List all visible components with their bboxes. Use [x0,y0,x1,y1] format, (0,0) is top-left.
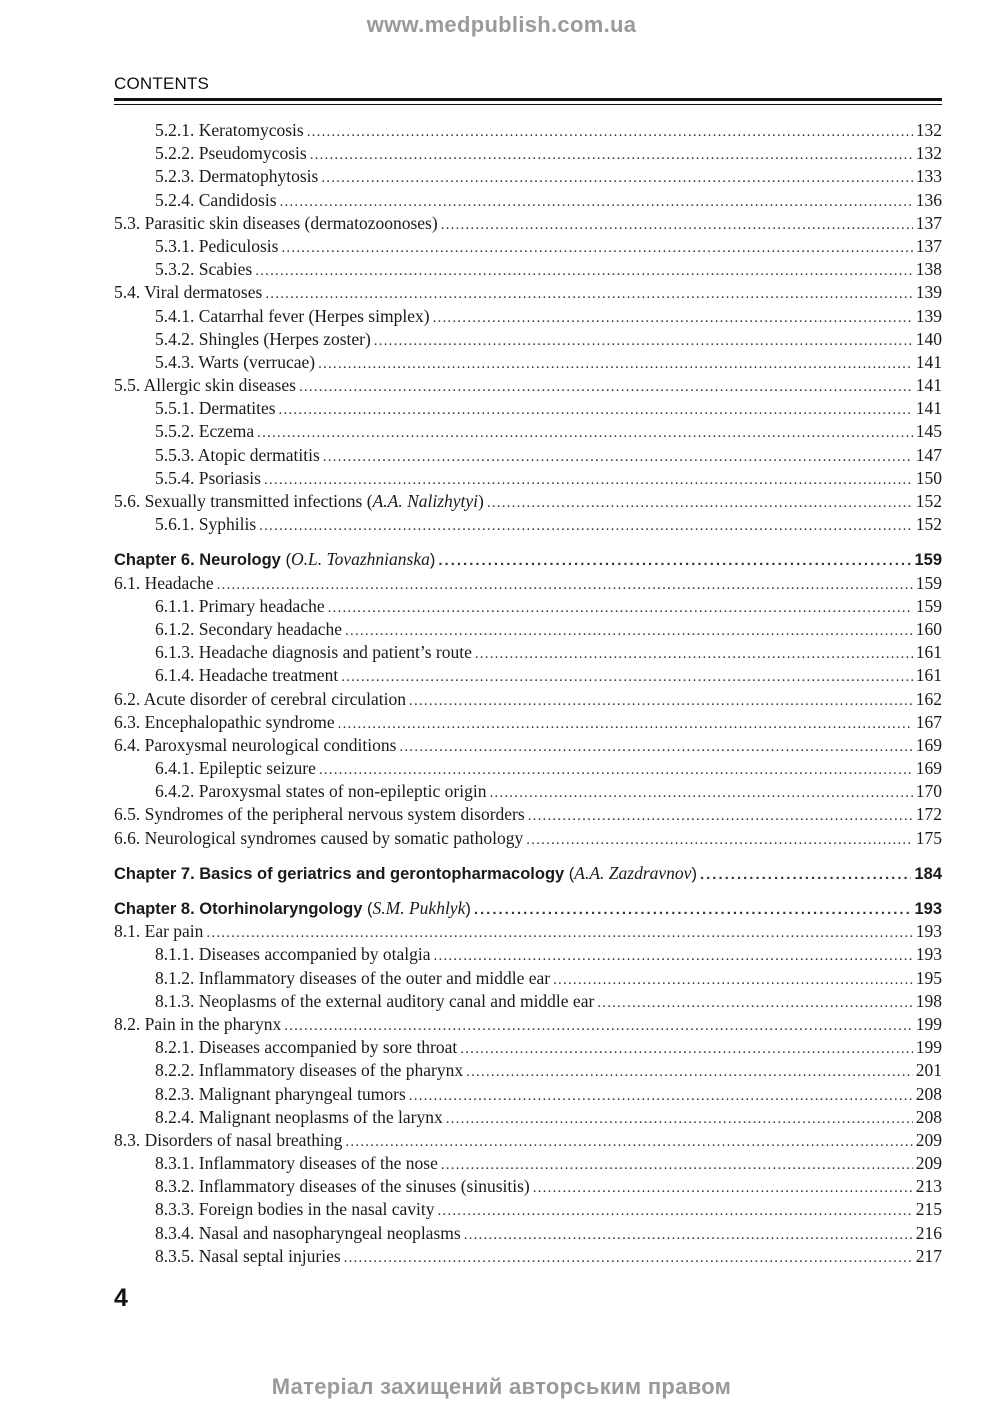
toc-title-text: 5.2.1. Keratomycosis [155,120,304,140]
dot-leader [345,620,913,643]
toc-entry-title: Chapter 7. Basics of geriatrics and gerontopharmacology (A.A. Zazdravnov) [114,862,697,883]
dot-leader [345,1131,912,1154]
toc-title-text: 5.4.1. Catarrhal fever (Herpes simplex) [155,305,430,326]
toc-entry [114,1013,942,1036]
toc-entry-title [114,1059,463,1082]
dot-leader [307,121,913,144]
toc-entry-title [114,281,262,304]
toc-page-number: 213 [915,1176,942,1197]
toc-title-text: 5.4.2. Shingles (Herpes zoster) [155,328,371,349]
toc-entry-title [114,711,335,734]
toc-title-text: 6.1. Headache [114,572,214,593]
toc-page-number: 201 [915,1060,942,1081]
toc-title-text: 6.4.1. Epileptic seizure [155,758,316,779]
page-number: 4 [114,1284,128,1312]
toc-page-number: 215 [915,1199,942,1220]
dot-leader [441,214,913,237]
toc-title-text: 6.3. Encephalopathic syndrome [114,711,335,732]
dot-leader [217,574,913,597]
toc-entry-author: O.L. Tovazhnianska [290,549,430,570]
toc-page-number: 195 [915,967,942,988]
toc-page-number: 141 [915,398,942,419]
dot-leader [553,969,913,992]
toc-entry [114,305,942,328]
toc-title-text: 5.3. Parasitic skin diseases (dermatozoonoses) [114,212,438,233]
toc-entry [114,1083,942,1106]
dot-leader [259,515,913,538]
toc-entry [114,1129,942,1152]
toc-title-text: 6.4.2. Paroxysmal states of non-epileptic origin [155,781,487,802]
toc-page-number: 136 [915,189,942,210]
toc-page-number: 167 [915,711,942,732]
toc-entry-title [114,1245,341,1268]
dot-leader [409,690,913,713]
dot-leader [446,1108,913,1131]
toc-entry-title [114,595,325,618]
toc-entry [114,397,942,420]
toc-entry-title [114,664,338,687]
toc-title-text: 8.2.1. Diseases accompanied by sore throat [155,1037,458,1058]
toc-page-number: 216 [915,1222,942,1243]
toc-title-text: Chapter 6. Neurology [114,551,281,570]
toc-entry [114,374,942,397]
toc-entry-title: Chapter 6. Neurology (O.L. Tovazhnianska) [114,549,436,570]
toc-entry-title [114,780,486,803]
toc-entry [114,688,942,711]
toc-entry [114,165,942,188]
dot-leader [433,307,913,330]
toc-entry [114,212,942,235]
toc-chapter-entry [114,897,942,920]
dot-leader [466,1061,913,1084]
toc-page-number: 139 [915,305,942,326]
dot-leader [437,1200,912,1223]
toc-title-text: 8.3. Disorders of nasal breathing [114,1129,343,1150]
toc-entry [114,444,942,467]
toc-entry-title [114,420,254,443]
running-head: CONTENTS [114,74,210,93]
toc-page-number: 159 [915,595,942,616]
dot-leader [323,446,913,469]
toc-entry [114,990,942,1013]
toc-title-text: 8.1.1. Diseases accompanied by otalgia [155,944,431,965]
toc-title-text: 8.3.3. Foreign bodies in the nasal cavity [155,1199,435,1220]
watermark-bottom: Матеріал захищений авторським правом [271,1374,732,1399]
dot-leader [374,330,913,353]
toc-entry-title [114,734,396,757]
toc-entry [114,572,942,595]
toc-entry-title [114,803,525,826]
toc-entry-title [114,1013,281,1036]
watermark-top: www.medpublish.com.ua [366,12,637,37]
toc-entry-title: Chapter 8. Otorhinolaryngology (S.M. Pukhlyk) [114,898,471,918]
toc-title-text: 8.2.2. Inflammatory diseases of the pharynx [155,1060,464,1081]
toc-entry-title [114,1152,438,1175]
toc-entry [114,1245,942,1268]
toc-entry [114,827,942,850]
toc-entry [114,1198,942,1221]
toc-title-text: 5.5.1. Dermatites [155,398,276,419]
toc-title-text: 5.4. Viral dermatoses [114,282,263,303]
toc-entry-title [114,305,430,328]
toc-entry [114,513,942,536]
toc-page-number: 141 [915,351,942,372]
toc-entry [114,734,942,757]
toc-entry [114,119,942,142]
toc-page-number: 175 [915,827,942,848]
toc-page-number: 209 [915,1153,942,1174]
toc-gap [114,885,942,897]
toc-page-number: 147 [915,444,942,465]
dot-leader [264,469,913,492]
toc-entry [114,258,942,281]
toc-entry-title [114,397,276,420]
dot-leader [328,597,913,620]
toc-title-text: 5.3.2. Scabies [155,259,253,280]
toc-entry [114,1175,942,1198]
toc-page-number: 132 [915,120,942,140]
toc-entry-title [114,189,277,212]
dot-leader [279,399,913,422]
toc-title-text: 8.3.1. Inflammatory diseases of the nose [155,1153,438,1174]
dot-leader [280,191,913,214]
dot-leader [533,1177,913,1200]
toc-entry-title [114,235,278,258]
toc-entry [114,1152,942,1175]
toc-entry-title [114,990,594,1013]
dot-leader [399,736,912,759]
toc-entry-title [114,1083,406,1106]
dot-leader [257,422,913,445]
dot-leader [474,898,912,921]
dot-leader [321,167,912,190]
toc-page-number: 199 [915,1037,942,1058]
toc-page-number: 162 [915,688,942,709]
toc-page-number: 208 [915,1083,942,1104]
toc-entry-title [114,1198,434,1221]
header-rule-thick [114,98,942,101]
toc-title-text: 6.2. Acute disorder of cerebral circulation [114,688,407,709]
toc-entry [114,351,942,374]
toc-page-number: 193 [915,944,942,965]
toc-page-number: 139 [915,282,942,303]
toc-entry-title [114,688,406,711]
dot-leader [526,829,913,852]
toc-entry-title [114,513,256,536]
toc-entry-title [114,641,472,664]
toc-title-text: 8.1.3. Neoplasms of the external auditory canal and middle ear [155,990,595,1011]
dot-leader [265,283,912,306]
toc-page-number: 160 [915,618,942,639]
dot-leader [475,643,913,666]
toc-entry-title [114,1222,461,1245]
toc-entry-title [114,943,431,966]
toc-title-text: 6.1.2. Secondary headache [155,618,343,639]
toc-entry-title [114,1129,342,1152]
toc-title-text: 8.1. Ear pain [114,921,204,942]
dot-leader [284,1015,913,1038]
toc-title-text: 8.3.2. Inflammatory diseases of the sinuses (sinusitis) [155,1176,530,1197]
toc-entry [114,757,942,780]
toc-page-number: 137 [915,212,942,233]
toc-title-text: 5.3.1. Pediculosis [155,235,279,256]
toc-entry-title [114,827,523,850]
toc-entry [114,803,942,826]
dot-leader [344,1247,913,1270]
toc-title-text: 5.2.2. Pseudomycosis [155,143,307,164]
toc-page-number: 199 [915,1013,942,1034]
toc-entry [114,967,942,990]
toc-page-number: 138 [915,259,942,280]
toc-entry-title [114,374,296,397]
table-of-contents [114,119,942,1268]
toc-entry-title [114,351,315,374]
dot-leader [460,1038,912,1061]
toc-page-number: 172 [915,804,942,825]
toc-entry [114,189,942,212]
dot-leader [341,666,913,689]
toc-page-number: 152 [915,491,942,511]
toc-entry [114,595,942,618]
toc-page-number: 193 [914,900,942,918]
toc-entry-title [114,119,304,142]
toc-title-text: 5.6. Sexually transmitted infections [114,491,363,511]
toc-entry-title [114,212,438,235]
toc-page-number: 169 [915,758,942,779]
dot-leader [487,492,913,515]
toc-entry [114,920,942,943]
toc-entry-author: A.A. Nalizhytyi [372,491,479,511]
toc-entry [114,420,942,443]
dot-leader [489,782,912,805]
toc-page-number: 159 [915,572,942,593]
toc-title-text: 5.5.4. Psoriasis [155,467,261,488]
toc-page-number: 193 [915,921,942,942]
dot-leader [597,992,912,1015]
dot-leader [310,144,913,167]
dot-leader [318,353,913,376]
toc-title-text: 8.2. Pain in the pharynx [114,1013,282,1034]
toc-chapter-entry [114,548,942,571]
toc-entry-title [114,258,252,281]
toc-page-number: 141 [915,375,942,396]
toc-title-text: 6.4. Paroxysmal neurological conditions [114,734,397,755]
toc-entry [114,235,942,258]
toc-page-number: 145 [915,421,942,442]
toc-entry [114,780,942,803]
toc-title-text: 6.6. Neurological syndromes caused by somatic pathology [114,827,524,848]
dot-leader [206,922,912,945]
toc-page-number: 209 [915,1129,942,1150]
toc-title-text: 5.2.3. Dermatophytosis [155,166,319,187]
toc-entry [114,641,942,664]
dot-leader [464,1224,913,1247]
toc-entry [114,1222,942,1245]
toc-title-text: Chapter 7. Basics of geriatrics and gerontopharmacology [114,864,565,883]
toc-page-number: 170 [915,781,942,802]
toc-title-text: 5.5.3. Atopic dermatitis [155,444,320,465]
toc-page-number: 133 [915,166,942,187]
toc-entry-title [114,1106,443,1129]
toc-entry-title [114,165,318,188]
toc-entry-title [114,967,550,990]
toc-title-text: 5.5. Allergic skin diseases [114,375,296,396]
dot-leader [319,759,913,782]
toc-entry-title [114,1175,530,1198]
toc-entry [114,1036,942,1059]
toc-title-text: 8.3.4. Nasal and nasopharyngeal neoplasms [155,1222,461,1243]
dot-leader [700,863,912,886]
toc-entry-title: 5.6. Sexually transmitted infections (A.A. Nalizhytyi) [114,491,484,511]
toc-entry [114,943,942,966]
toc-entry-title [114,142,307,165]
toc-entry [114,1106,942,1129]
toc-title-text: 5.4.3. Warts (verrucae) [155,351,316,372]
toc-page-number: 161 [915,642,942,663]
dot-leader [438,549,911,572]
toc-entry [114,711,942,734]
dot-leader [281,237,912,260]
toc-entry [114,328,942,351]
dot-leader [409,1085,913,1108]
dot-leader [338,713,913,736]
toc-page-number: 208 [915,1106,942,1127]
toc-title-text: 8.1.2. Inflammatory diseases of the outer and middle ear [155,967,551,988]
toc-title-text: 5.2.4. Candidosis [155,189,277,210]
toc-page-number: 140 [915,328,942,349]
toc-page-number: 198 [915,990,942,1011]
toc-entry [114,467,942,490]
toc-entry-author: S.M. Pukhlyk [372,898,466,918]
toc-entry [114,1059,942,1082]
toc-entry [114,618,942,641]
toc-entry-title [114,444,320,467]
toc-title-text: 8.2.4. Malignant neoplasms of the larynx [155,1106,443,1127]
toc-page-number: 184 [914,864,942,883]
header-rule-thin [114,104,942,105]
toc-page-number: 161 [915,665,942,686]
toc-chapter-entry [114,862,942,885]
toc-entry-title [114,572,214,595]
dot-leader [255,260,913,283]
toc-title-text: Chapter 8. Otorhinolaryngology [114,900,363,918]
toc-entry [114,664,942,687]
dot-leader [299,376,913,399]
toc-entry [114,142,942,165]
toc-entry-author: A.A. Zazdravnov [574,862,692,883]
toc-title-text: 5.5.2. Eczema [155,421,255,442]
toc-page-number: 159 [914,551,942,570]
toc-page-number: 152 [915,514,942,535]
toc-title-text: 6.5. Syndromes of the peripheral nervous system disorders [114,804,525,825]
toc-entry-title [114,467,261,490]
toc-entry-title [114,328,371,351]
toc-title-text: 6.1.1. Primary headache [155,595,325,616]
toc-title-text: 6.1.4. Headache treatment [155,665,339,686]
toc-page-number: 150 [915,467,942,488]
dot-leader [441,1154,913,1177]
toc-title-text: 6.1.3. Headache diagnosis and patient’s route [155,642,472,663]
toc-page-number: 137 [915,235,942,256]
toc-page-number: 169 [915,734,942,755]
toc-title-text: 8.3.5. Nasal septal injuries [155,1245,341,1266]
toc-title-text: 8.2.3. Malignant pharyngeal tumors [155,1083,406,1104]
toc-entry-title [114,1036,457,1059]
dot-leader [528,805,913,828]
toc-entry-title [114,757,316,780]
toc-entry-title [114,618,342,641]
toc-entry [114,490,942,513]
toc-page-number: 132 [915,143,942,164]
toc-page-number: 217 [915,1245,942,1266]
toc-entry [114,281,942,304]
dot-leader [434,945,913,968]
toc-title-text: 5.6.1. Syphilis [155,514,257,535]
toc-entry-title [114,920,203,943]
